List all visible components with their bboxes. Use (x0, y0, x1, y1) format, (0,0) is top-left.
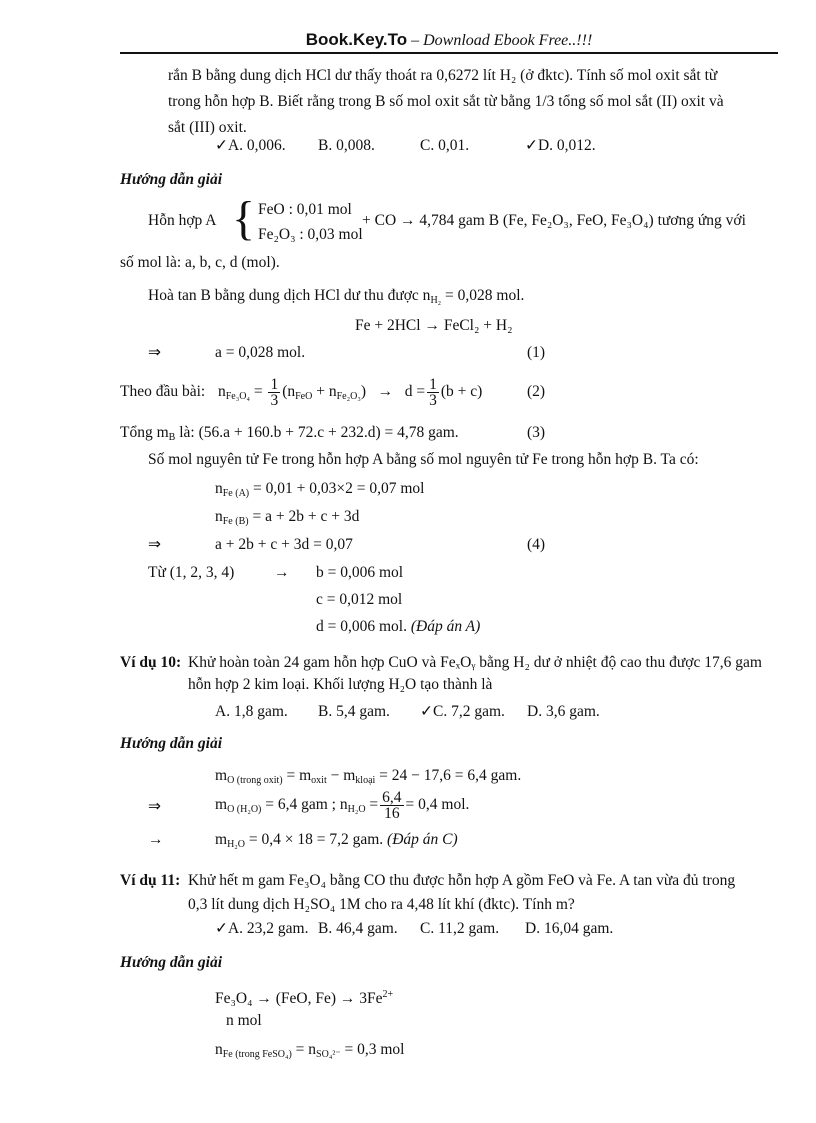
arrow-symbol: → (274, 564, 290, 581)
solution-heading: Hướng dẫn giải (120, 171, 223, 188)
fraction-6-4-over-16: $\frac{6,4}{16}$ (382, 788, 402, 822)
n-fe-a: $n_{Fe (A)} = 0,01 + 0,03\times 2 = 0,07$ mol (215, 480, 425, 499)
option-b: B. 46,4 gam. (318, 920, 398, 937)
water-mass: $m_{H_2O} = 0,4 \times 18 = 7,2$ gam. (Đáp án C) (215, 831, 458, 850)
oxygen-mass: $m_{O (trong oxit)} = m_{oxit} - m_{kloại} = 24 - 17,6 = 6,4$ gam. (215, 767, 522, 786)
solution-heading: Hướng dẫn giải (120, 735, 223, 752)
reaction-scheme: Fe₃O₄ → (FeO, $Fe) \to 3Fe^{2+}$ (215, 989, 394, 1007)
problem-text-line: rắn B bằng dung dịch HCl dư thấy thoát ra 0,6272 lít H₂ (ở đktc). Tính số mol oxit sắt từ (168, 67, 718, 84)
equation-1: a = 0,028 mol. (215, 344, 306, 361)
equation-number: (3) (527, 424, 546, 441)
example-11-text: Khử hết m gam Fe₃O₄ bằng CO thu được hỗn hợp A gồm FeO và Fe. A tan vừa đủ trong (188, 872, 736, 889)
theo-label: Theo đầu bài: (120, 383, 206, 400)
option-d: D. 16,04 gam. (525, 920, 614, 937)
equation-number: (4) (527, 536, 546, 553)
example-10-label: Ví dụ 10: (120, 654, 182, 671)
equation-number: (1) (527, 344, 546, 361)
example-10-text: Khử hoàn toàn 24 gam hỗn hợp CuO và FeₓOᵧ bằng H₂ dư ở nhiệt độ cao thu được 17,6 gam (188, 654, 762, 671)
mol-text: số mol là: a, b, c, d (mol). (120, 254, 280, 271)
from-equations: Từ (1, 2, 3, 4) (148, 564, 235, 581)
dissolve-line: Hoà tan B bằng dung dịch HCl dư thu được $n_{H_2} = 0,028$ mol. (148, 287, 525, 306)
solution-heading: Hướng dẫn giải (120, 954, 223, 971)
reaction-equation: Fe + 2HCl → FeCl₂ + H₂ (355, 317, 513, 334)
fraction-one-third: $\frac{1}{3}$ (270, 375, 279, 409)
example-11-label: Ví dụ 11: (120, 872, 181, 889)
equation-number: (2) (527, 383, 546, 400)
mixture-suffix: + CO → 4,784 gam B (Fe, Fe₂O₃, FeO, Fe₃O₄) tương ứng với (362, 212, 746, 229)
mixture-prefix: Hỗn hợp A (148, 212, 217, 229)
option-d: D. 3,6 gam. (527, 703, 600, 720)
option-b: B. 0,008. (318, 137, 375, 154)
answer-d: d = 0,006 mol. (Đáp án A) (316, 618, 481, 635)
oxygen-in-water: $m_{O (H_2O)} = 6,4$ gam ; $n_{H_2O}$ = $\frac{6,4}{16}$ = 0,4 mol. (215, 788, 470, 822)
option-c: C. 0,01. (420, 137, 470, 154)
header-brand[interactable]: Book.Key.To (305, 30, 408, 49)
problem-text-line: trong hỗn hợp B. Biết rằng trong B số mol oxit sắt từ bằng 1/3 tổng số mol sắt (II) oxit và (168, 93, 724, 110)
fe-atom-text: Số mol nguyên tử Fe trong hỗn hợp A bằng số mol nguyên tử Fe trong hỗn hợp B. Ta có: (148, 451, 699, 468)
n-fe-b: $n_{Fe (B)} = a + 2b + c + 3d$ (215, 508, 360, 527)
implies-symbol: ⇒ (148, 344, 161, 361)
answer-b: b = 0,006 mol (316, 564, 404, 581)
problem-text-line: sắt (III) oxit. (168, 119, 247, 136)
option-a: ✓A. 23,2 gam. (215, 920, 309, 937)
header-tagline: – Download Ebook Free..!!! (411, 32, 593, 49)
option-a: ✓A. 0,006. (215, 137, 286, 154)
answer-c: c = 0,012 mol (316, 591, 403, 608)
option-c: C. 11,2 gam. (420, 920, 500, 937)
option-a: A. 1,8 gam. (215, 703, 288, 720)
mixture-row-2: Fe₂O₃ : 0,03 mol (258, 226, 363, 243)
brace-symbol: { (232, 192, 256, 245)
total-mass: Tổng $m_B$ là: (56.a + 160.b + 72.c + 232.d) = 4,78 gam. (120, 424, 459, 443)
option-d: ✓D. 0,012. (525, 137, 596, 154)
theo-equation: $n_{Fe_3O_4}$ = $\frac{1}{3}$ $(n_{FeO} + n_{Fe_2O_3})$ → d = $\frac{1}{3}$ (b + c) (218, 375, 483, 409)
example-11-text: 0,3 lít dung dịch H₂SO₄ 1M cho ra 4,48 lít khí (đktc). Tính m? (188, 896, 575, 913)
n-mol-label: n mol (226, 1012, 262, 1029)
implies-symbol: ⇒ (148, 798, 161, 815)
option-b: B. 5,4 gam. (318, 703, 390, 720)
page-header (120, 30, 778, 50)
implies-symbol: ⇒ (148, 536, 161, 553)
header-rule (120, 52, 778, 54)
option-c: ✓C. 7,2 gam. (420, 703, 505, 720)
arrow-symbol: → (148, 831, 164, 848)
example-10-text: hỗn hợp 2 kim loại. Khối lượng H₂O tạo thành là (188, 676, 493, 693)
mixture-row-1: FeO : 0,01 mol (258, 201, 352, 218)
n-fe-sulfate: $n_{Fe (trong FeSO_4)} = n_{SO_4^{2-}} = 0,3$ mol (215, 1041, 405, 1060)
equation-4: a + 2b + c + 3d = 0,07 (215, 536, 353, 553)
